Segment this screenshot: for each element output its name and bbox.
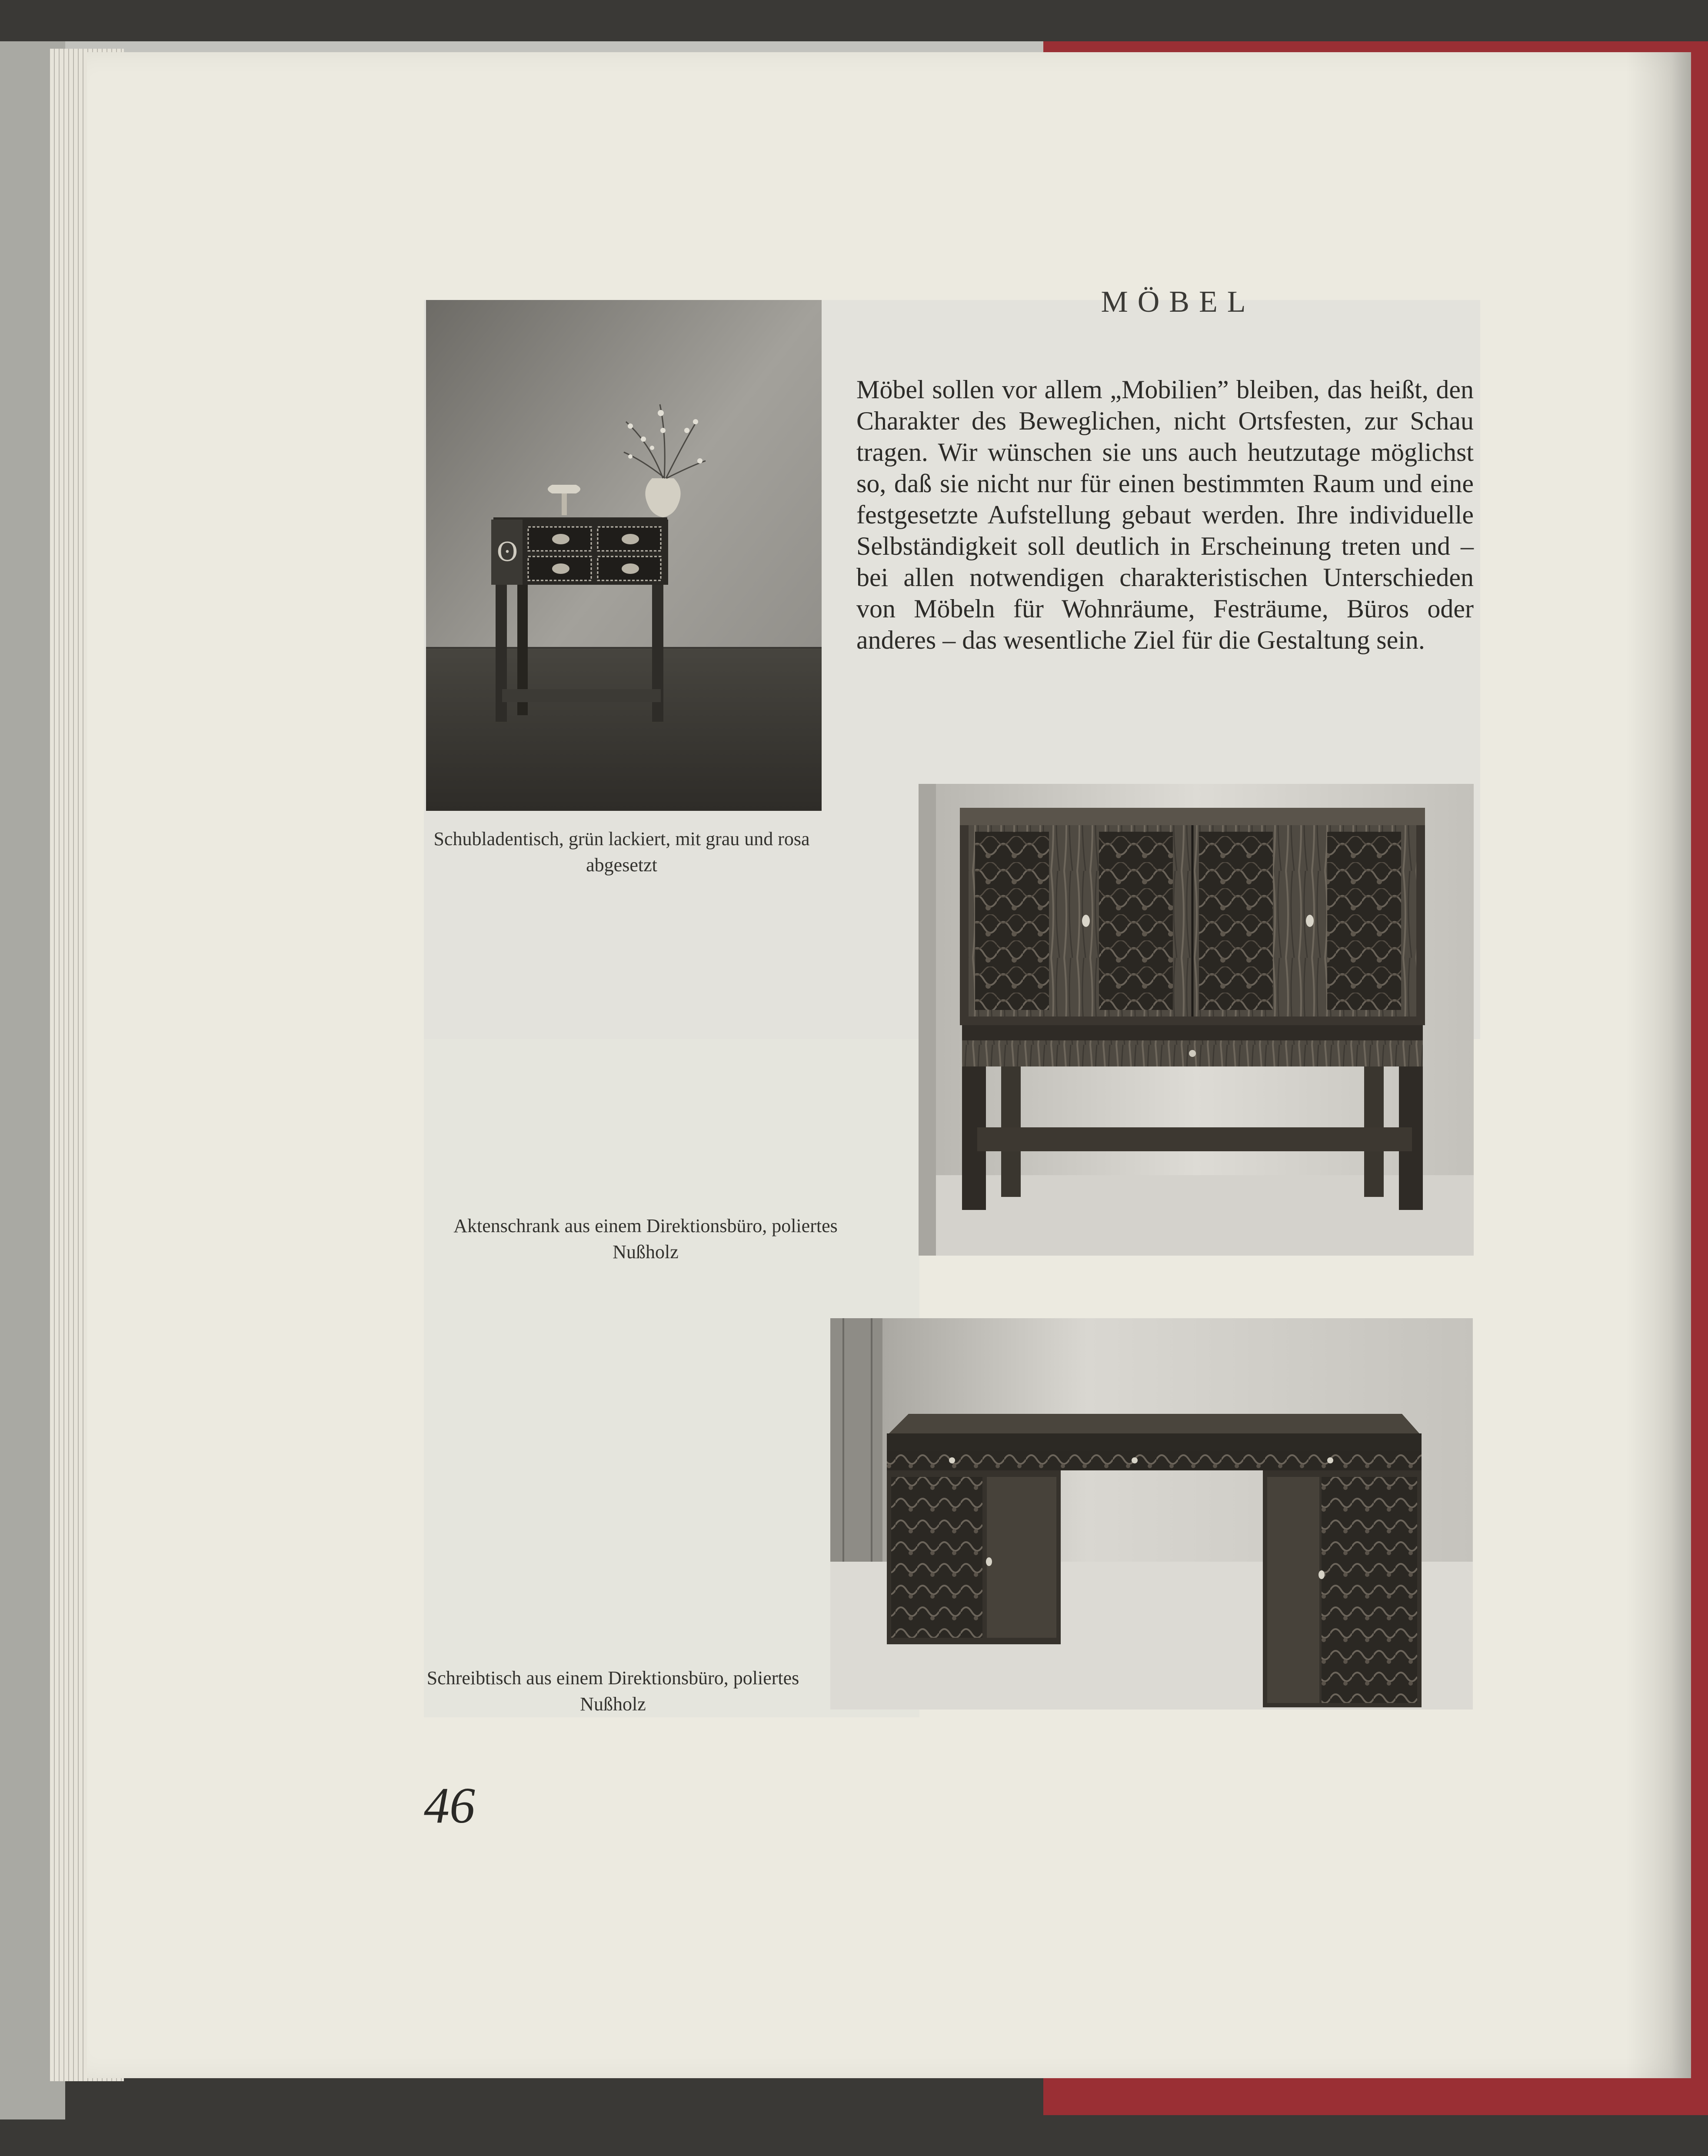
svg-text:ʘ: ʘ: [496, 537, 518, 567]
photo-drawer-table: [426, 300, 822, 811]
caption-writing-desk: Schreibtisch aus einem Direktionsbüro, poliertes Nußholz: [426, 1667, 799, 1715]
body-paragraph: Möbel sollen vor allem „Mobilien” bleiben, das heißt, den Charakter des Beweglichen, nicht Ortsfesten, zur Schau tragen. Wir wünschen sie uns auch heutzutage möglichst so, daß sie nicht nur für einen bestimmten Raum und eine festgesetzte Aufstellung gebaut werden. Ihre individuelle Selbständigkeit soll deutlich in Erscheinung treten und – bei allen notwendigen charakteristischen Unterschieden von Möbeln für Wohnräume, Festräume, Büros oder anderes – das wesentliche Ziel für die Gestaltung sein.: [856, 375, 1474, 654]
page-number: 46: [424, 1777, 475, 1834]
caption-filing-cabinet: Aktenschrank aus einem Direktionsbüro, poliertes Nußholz: [453, 1215, 838, 1263]
photo-writing-desk: [830, 1318, 1473, 1709]
photo-filing-cabinet: [919, 784, 1474, 1256]
caption-drawer-table: Schubladentisch, grün lackiert, mit grau und rosa abgesetzt: [433, 828, 810, 876]
page-title: MÖBEL: [1101, 285, 1255, 319]
gutter-shadow: [1626, 52, 1691, 2078]
